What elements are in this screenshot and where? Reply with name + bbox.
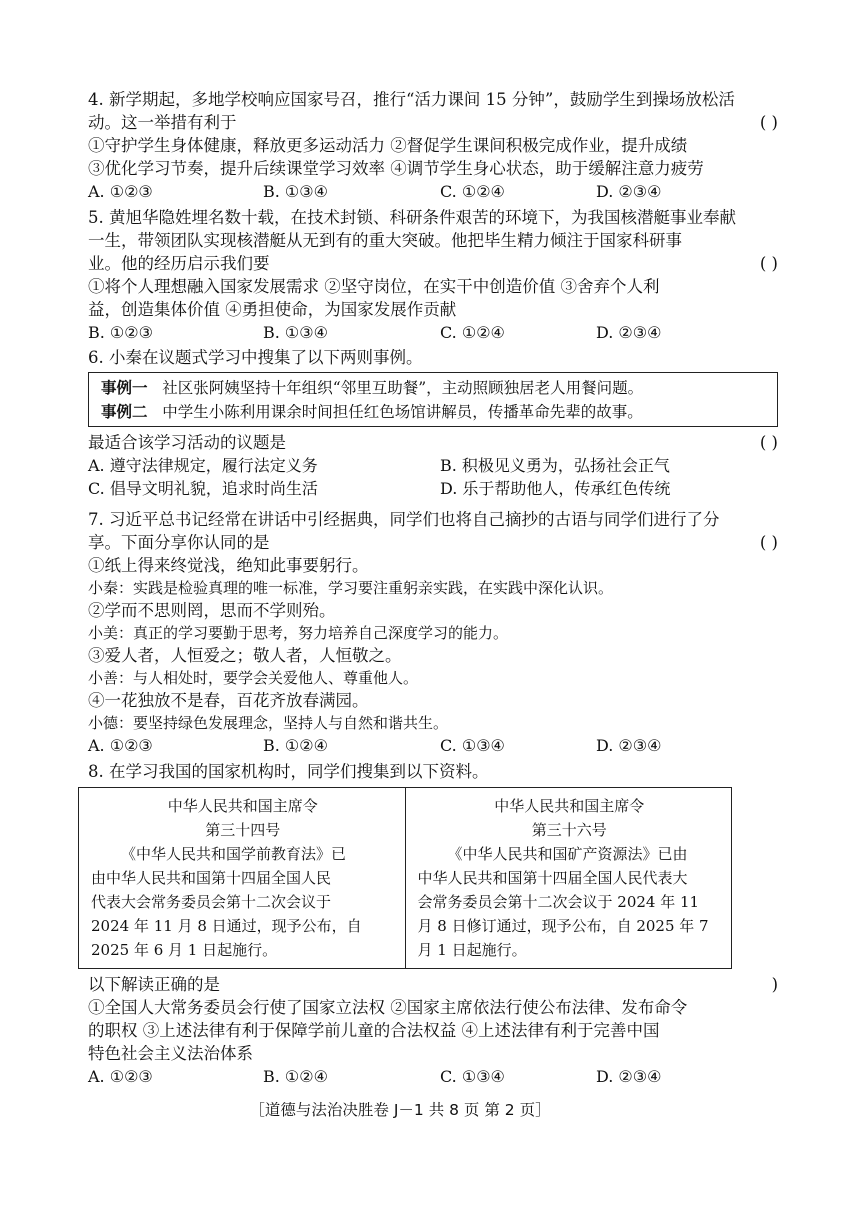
q8-doc2-title: 中华人民共和国主席令	[494, 797, 645, 815]
q8-answer-paren: )	[771, 975, 778, 994]
q6-options-row2	[88, 477, 778, 500]
page-footer: ［道德与法治决胜卷 J－1 共 8 页 第 2 页］	[249, 1101, 551, 1119]
q4-items-line1: ①守护学生身体健康，释放更多运动活力 ②督促学生课间积极完成作业，提升成绩	[88, 136, 688, 155]
q8-doc1-title: 中华人民共和国主席令	[167, 797, 318, 815]
q5-option-d: D. ②③④	[596, 323, 662, 342]
q4-option-a: A. ①②③	[88, 182, 153, 201]
q6-case1-label: 事例一	[101, 378, 148, 397]
q6-option-b: B. 积极见义勇为，弘扬社会正气	[440, 456, 670, 475]
q6-stem: 6. 小秦在议题式学习中搜集了以下两则事例。	[88, 348, 423, 367]
q7-options	[88, 734, 778, 757]
q7-quote-3: ③爱人者，人恒爱之；敬人者，人恒敬之。	[88, 646, 402, 665]
q8-doc2-line5: 月 1 日起施行。	[417, 941, 527, 959]
q6-case2-label: 事例二	[101, 402, 148, 421]
q6-question: 最适合该学习活动的议题是	[88, 433, 286, 452]
question-7	[88, 508, 778, 757]
q7-view-4: 小德：要坚持绿色发展理念，坚持人与自然和谐共生。	[88, 714, 449, 732]
q8-documents	[78, 787, 732, 969]
q7-quote-1: ①纸上得来终觉浅，绝知此事要躬行。	[88, 556, 369, 575]
q7-view-2: 小美：真正的学习要勤于思考，努力培养自己深度学习的能力。	[88, 624, 509, 642]
q8-doc2-line4: 月 8 日修订通过，现予公布，自 2025 年 7	[417, 917, 709, 935]
q4-items-line2: ③优化学习节奏，提升后续课堂学习效率 ④调节学生身心状态，助于缓解注意力疲劳	[88, 159, 704, 178]
q8-option-c: C. ①③④	[440, 1067, 505, 1086]
q4-answer-paren: ( )	[759, 113, 778, 132]
q7-view-3: 小善：与人相处时，要学会关爱他人、尊重他人。	[88, 669, 419, 687]
q8-doc1-line5: 2025 年 6 月 1 日起施行。	[91, 941, 278, 959]
q8-doc1-line1: 《中华人民共和国学前教育法》已	[121, 845, 347, 863]
q8-items-line1: ①全国人大常务委员会行使了国家立法权 ②国家主席依法行使公布法律、发布命令	[88, 998, 688, 1017]
q7-quote-2: ②学而不思则罔，思而不学则殆。	[88, 601, 336, 620]
q5-options	[88, 321, 778, 344]
q5-option-a: B. ①②③	[88, 323, 153, 342]
q6-answer-paren: ( )	[759, 433, 778, 452]
q6-option-d: D. 乐于帮助他人，传承红色传统	[440, 479, 671, 498]
q6-case1-text: 社区张阿姨坚持十年组织“邻里互助餐”，主动照顾独居老人用餐问题。	[162, 379, 644, 397]
q8-doc2-line1: 《中华人民共和国矿产资源法》已由	[447, 845, 688, 863]
q4-option-b: B. ①③④	[263, 182, 328, 201]
q8-option-b: B. ①②④	[263, 1067, 328, 1086]
q4-options	[88, 180, 778, 203]
q7-option-a: A. ①②③	[88, 736, 153, 755]
q8-items-line2: 的职权 ③上述法律有利于保障学前儿童的合法权益 ④上述法律有利于完善中国	[88, 1021, 660, 1040]
q8-doc2-line3: 会常务委员会第十二次会议于 2024 年 11	[417, 893, 700, 911]
q5-stem-line3: 业。他的经历启示我们要	[88, 254, 270, 273]
question-4	[88, 88, 778, 203]
q5-option-b: B. ①③④	[263, 323, 328, 342]
q8-stem: 8. 在学习我国的国家机构时，同学们搜集到以下资料。	[88, 762, 489, 781]
q4-stem-line1: 4. 新学期起，多地学校响应国家号召，推行“活力课间 15 分钟”，鼓励学生到操场放松活	[88, 90, 735, 109]
q7-option-d: D. ②③④	[596, 736, 662, 755]
q8-items-line3: 特色社会主义法治体系	[88, 1044, 253, 1063]
q8-option-d: D. ②③④	[596, 1067, 662, 1086]
q7-stem-line2: 享。下面分享你认同的是	[88, 533, 270, 552]
q5-items-line2: 益，创造集体价值 ④勇担使命，为国家发展作贡献	[88, 300, 457, 319]
q8-doc1-line2: 由中华人民共和国第十四届全国人民	[91, 869, 332, 887]
q5-answer-paren: ( )	[759, 254, 778, 273]
q8-options	[88, 1065, 778, 1088]
q5-items-line1: ①将个人理想融入国家发展需求 ②坚守岗位，在实干中创造价值 ③舍弃个人利	[88, 277, 660, 296]
q8-doc2-line2: 中华人民共和国第十四届全国人民代表大	[417, 869, 688, 887]
q7-answer-paren: ( )	[759, 533, 778, 552]
q8-doc1-number: 第三十四号	[205, 821, 281, 839]
question-8	[88, 760, 778, 1088]
q6-cases-box	[88, 372, 778, 427]
q7-view-1: 小秦：实践是检验真理的唯一标准，学习要注重躬亲实践，在实践中深化认识。	[88, 579, 614, 597]
q6-case2-text: 中学生小陈利用课余时间担任红色场馆讲解员，传播革命先辈的故事。	[162, 403, 643, 421]
q7-option-b: B. ①②④	[263, 736, 328, 755]
q6-options-row1	[88, 454, 778, 477]
q5-stem-line1: 5. 黄旭华隐姓埋名数十载，在技术封锁、科研条件艰苦的环境下，为我国核潜艇事业奉献	[88, 208, 736, 227]
q7-stem-line1: 7. 习近平总书记经常在讲话中引经据典，同学们也将自己摘抄的古语与同学们进行了分	[88, 510, 720, 529]
q4-stem-line2: 动。这一举措有利于	[88, 113, 237, 132]
q7-option-c: C. ①③④	[440, 736, 505, 755]
q8-decree-36	[405, 788, 732, 968]
q8-doc1-line4: 2024 年 11 月 8 日通过，现予公布，自	[91, 917, 362, 935]
q6-option-a: A. 遵守法律规定，履行法定义务	[88, 456, 318, 475]
q8-doc2-number: 第三十六号	[531, 821, 607, 839]
q8-decree-34	[79, 788, 405, 968]
question-6	[88, 346, 778, 500]
q6-option-c: C. 倡导文明礼貌，追求时尚生活	[88, 479, 318, 498]
q8-question: 以下解读正确的是	[88, 975, 220, 994]
q8-option-a: A. ①②③	[88, 1067, 153, 1086]
question-5	[88, 206, 778, 344]
q5-option-c: C. ①②④	[440, 323, 505, 342]
q5-stem-line2: 一生，带领团队实现核潜艇从无到有的重大突破。他把毕生精力倾注于国家科研事	[88, 231, 682, 250]
q4-option-d: D. ②③④	[596, 182, 662, 201]
q4-option-c: C. ①②④	[440, 182, 505, 201]
q8-doc1-line3: 代表大会常务委员会第十二次会议于	[91, 893, 332, 911]
q7-quote-4: ④一花独放不是春，百花齐放春满园。	[88, 691, 369, 710]
